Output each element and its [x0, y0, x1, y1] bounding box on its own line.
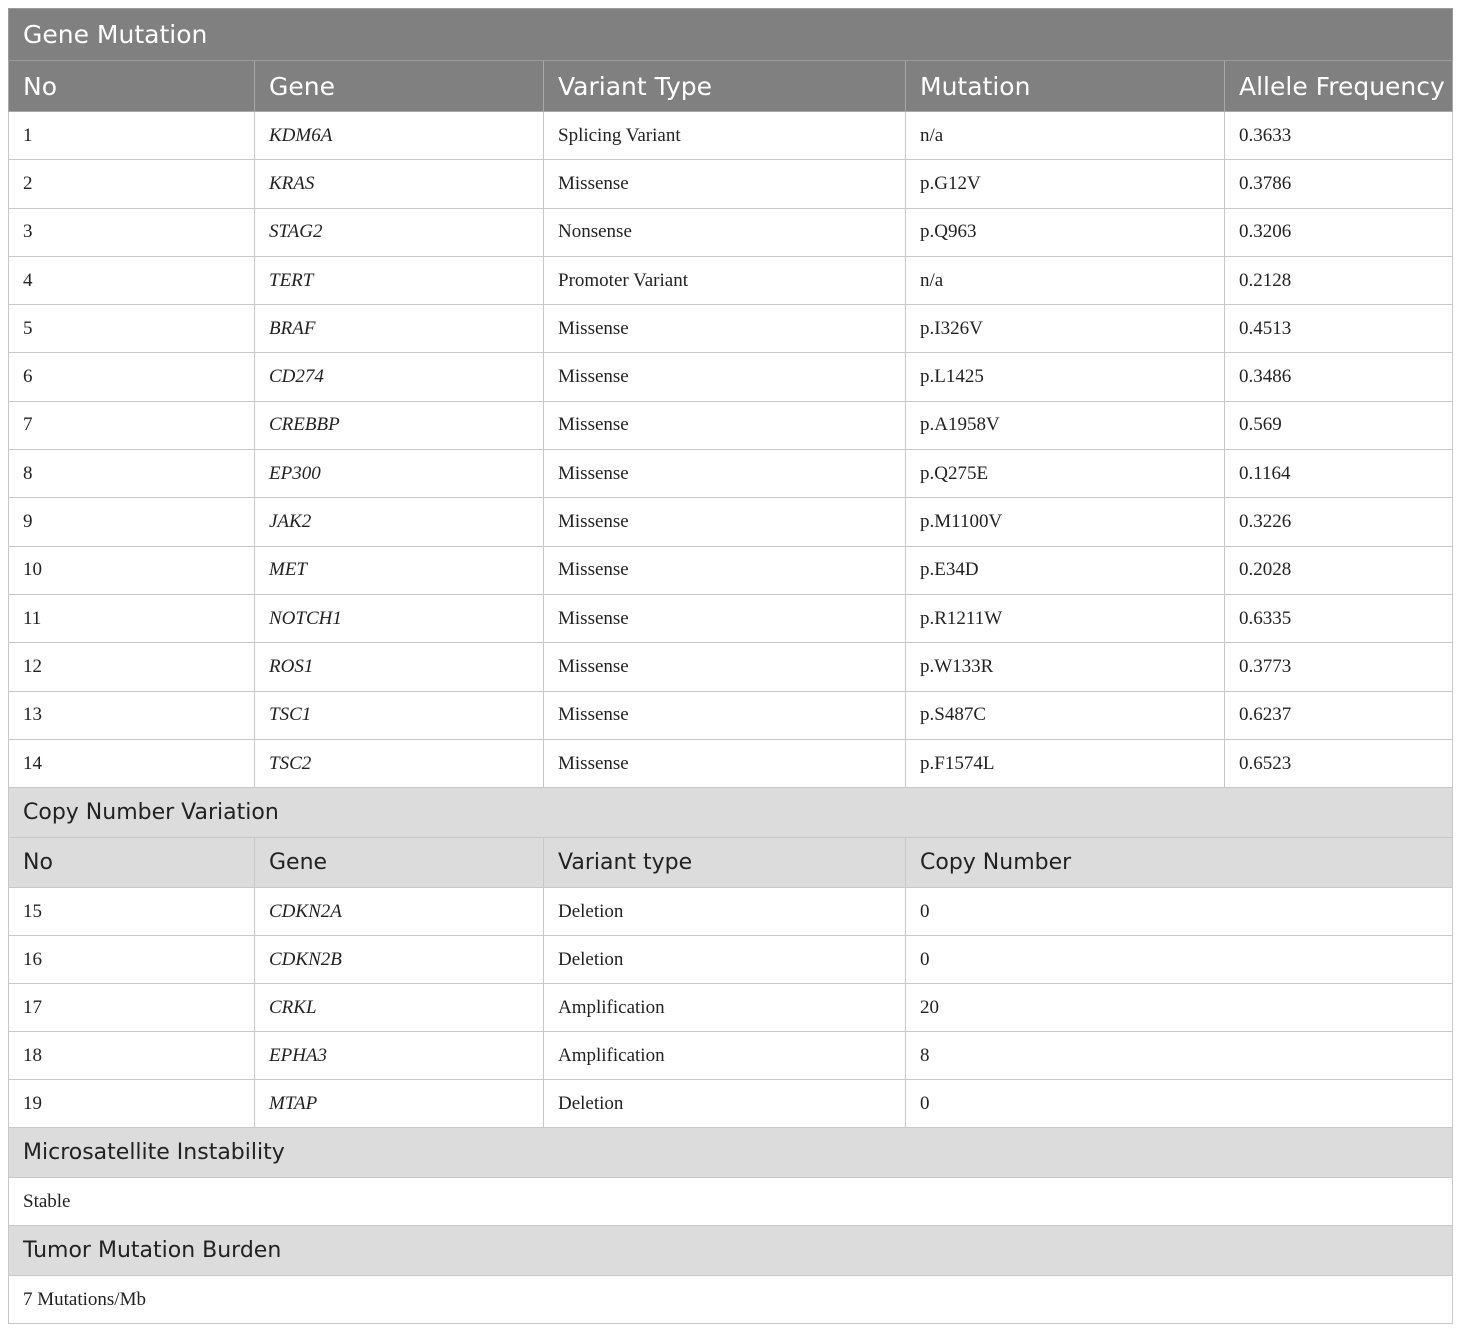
row-number: 13 [9, 691, 255, 739]
microsatellite-instability-value: Stable [9, 1178, 1453, 1226]
mutation: p.R1211W [906, 594, 1225, 642]
row-number: 12 [9, 643, 255, 691]
column-header-copy-number: Copy Number [906, 838, 1453, 888]
row-number: 1 [9, 112, 255, 160]
row-number: 19 [9, 1080, 255, 1128]
mutation: p.I326V [906, 305, 1225, 353]
tumor-mutation-burden-title-row [9, 1226, 1453, 1276]
gene-name: EP300 [255, 450, 544, 498]
table-row [9, 984, 1453, 1032]
gene-name: KDM6A [255, 112, 544, 160]
variant-type: Missense [544, 739, 906, 787]
gene-name: TSC1 [255, 691, 544, 739]
allele-frequency: 0.2028 [1225, 546, 1453, 594]
variant-type: Missense [544, 305, 906, 353]
microsatellite-instability-title: Microsatellite Instability [9, 1128, 1453, 1178]
gene-name: STAG2 [255, 208, 544, 256]
copy-number: 0 [906, 936, 1453, 984]
row-number: 6 [9, 353, 255, 401]
gene-name: BRAF [255, 305, 544, 353]
mutation: n/a [906, 256, 1225, 304]
microsatellite-instability-row [9, 1178, 1453, 1226]
tumor-mutation-burden-title: Tumor Mutation Burden [9, 1226, 1453, 1276]
mutation: n/a [906, 112, 1225, 160]
gene-name: ROS1 [255, 643, 544, 691]
column-header-mutation: Mutation [906, 61, 1225, 112]
column-header-gene: Gene [255, 61, 544, 112]
allele-frequency: 0.4513 [1225, 305, 1453, 353]
gene-name: CDKN2A [255, 888, 544, 936]
allele-frequency: 0.1164 [1225, 450, 1453, 498]
row-number: 16 [9, 936, 255, 984]
table-row [9, 160, 1453, 208]
table-row [9, 401, 1453, 449]
table-row [9, 643, 1453, 691]
allele-frequency: 0.6237 [1225, 691, 1453, 739]
gene-name: KRAS [255, 160, 544, 208]
gene-name: TERT [255, 256, 544, 304]
table-row [9, 594, 1453, 642]
row-number: 14 [9, 739, 255, 787]
gene-mutation-title-row [9, 9, 1453, 61]
row-number: 5 [9, 305, 255, 353]
row-number: 2 [9, 160, 255, 208]
column-header-gene: Gene [255, 838, 544, 888]
gene-mutation-title: Gene Mutation [9, 9, 1453, 61]
allele-frequency: 0.569 [1225, 401, 1453, 449]
allele-frequency: 0.3226 [1225, 498, 1453, 546]
gene-name: EPHA3 [255, 1032, 544, 1080]
table-row [9, 1080, 1453, 1128]
allele-frequency: 0.6335 [1225, 594, 1453, 642]
gene-name: MTAP [255, 1080, 544, 1128]
variant-type: Missense [544, 450, 906, 498]
genomic-results-table [8, 8, 1453, 1324]
tumor-mutation-burden-row [9, 1276, 1453, 1324]
allele-frequency: 0.3633 [1225, 112, 1453, 160]
row-number: 4 [9, 256, 255, 304]
mutation: p.M1100V [906, 498, 1225, 546]
variant-type: Splicing Variant [544, 112, 906, 160]
row-number: 17 [9, 984, 255, 1032]
copy-number-variation-title-row [9, 788, 1453, 838]
table-body [9, 9, 1453, 1324]
variant-type: Promoter Variant [544, 256, 906, 304]
variant-type: Nonsense [544, 208, 906, 256]
copy-number: 0 [906, 888, 1453, 936]
gene-name: CRKL [255, 984, 544, 1032]
row-number: 11 [9, 594, 255, 642]
copy-number: 0 [906, 1080, 1453, 1128]
gene-name: CD274 [255, 353, 544, 401]
table-row [9, 888, 1453, 936]
table-row [9, 498, 1453, 546]
row-number: 9 [9, 498, 255, 546]
variant-type: Deletion [544, 888, 906, 936]
row-number: 8 [9, 450, 255, 498]
copy-number: 8 [906, 1032, 1453, 1080]
copy-number-variation-header-row [9, 838, 1453, 888]
column-header-no: No [9, 838, 255, 888]
gene-name: CDKN2B [255, 936, 544, 984]
tumor-mutation-burden-value: 7 Mutations/Mb [9, 1276, 1453, 1324]
gene-name: CREBBP [255, 401, 544, 449]
allele-frequency: 0.3786 [1225, 160, 1453, 208]
row-number: 10 [9, 546, 255, 594]
gene-name: JAK2 [255, 498, 544, 546]
table-row [9, 1032, 1453, 1080]
column-header-allele-frequency: Allele Frequency [1225, 61, 1453, 112]
mutation: p.F1574L [906, 739, 1225, 787]
copy-number-variation-title: Copy Number Variation [9, 788, 1453, 838]
mutation: p.L1425 [906, 353, 1225, 401]
gene-name: TSC2 [255, 739, 544, 787]
microsatellite-instability-title-row [9, 1128, 1453, 1178]
table-row [9, 353, 1453, 401]
table-row [9, 739, 1453, 787]
row-number: 18 [9, 1032, 255, 1080]
column-header-variant-type: Variant Type [544, 61, 906, 112]
allele-frequency: 0.3486 [1225, 353, 1453, 401]
column-header-no: No [9, 61, 255, 112]
table-row [9, 691, 1453, 739]
column-header-variant-type: Variant type [544, 838, 906, 888]
variant-type: Amplification [544, 1032, 906, 1080]
table-row [9, 936, 1453, 984]
mutation: p.Q963 [906, 208, 1225, 256]
row-number: 15 [9, 888, 255, 936]
table-row [9, 450, 1453, 498]
allele-frequency: 0.6523 [1225, 739, 1453, 787]
table-row [9, 546, 1453, 594]
table-row [9, 112, 1453, 160]
variant-type: Missense [544, 691, 906, 739]
table-row [9, 208, 1453, 256]
mutation: p.W133R [906, 643, 1225, 691]
gene-mutation-header-row [9, 61, 1453, 112]
row-number: 7 [9, 401, 255, 449]
variant-type: Deletion [544, 1080, 906, 1128]
allele-frequency: 0.2128 [1225, 256, 1453, 304]
variant-type: Missense [544, 643, 906, 691]
mutation: p.E34D [906, 546, 1225, 594]
variant-type: Missense [544, 498, 906, 546]
mutation: p.S487C [906, 691, 1225, 739]
table-row [9, 305, 1453, 353]
variant-type: Missense [544, 546, 906, 594]
copy-number: 20 [906, 984, 1453, 1032]
allele-frequency: 0.3773 [1225, 643, 1453, 691]
mutation: p.Q275E [906, 450, 1225, 498]
allele-frequency: 0.3206 [1225, 208, 1453, 256]
variant-type: Amplification [544, 984, 906, 1032]
variant-type: Missense [544, 353, 906, 401]
gene-name: MET [255, 546, 544, 594]
mutation: p.G12V [906, 160, 1225, 208]
mutation: p.A1958V [906, 401, 1225, 449]
gene-name: NOTCH1 [255, 594, 544, 642]
variant-type: Missense [544, 160, 906, 208]
variant-type: Deletion [544, 936, 906, 984]
row-number: 3 [9, 208, 255, 256]
variant-type: Missense [544, 594, 906, 642]
variant-type: Missense [544, 401, 906, 449]
table-row [9, 256, 1453, 304]
